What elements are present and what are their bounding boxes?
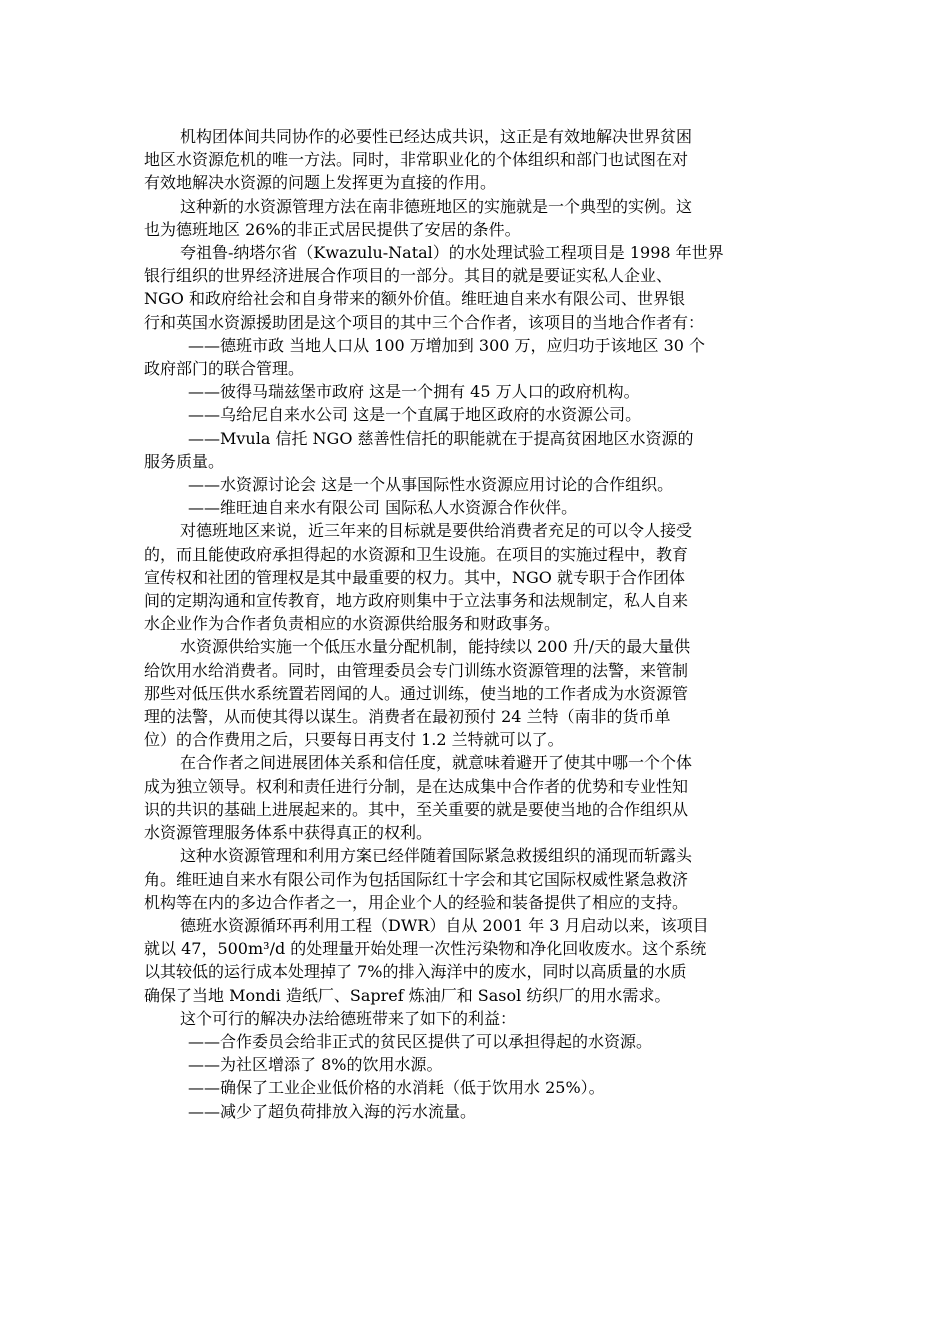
text-line: 的，而且能使政府承担得起的水资源和卫生设施。在项目的实施过程中，教育	[144, 544, 689, 564]
list-item: ——德班市政 当地人口从 100 万增加到 300 万，应归功于该地区 30 个	[188, 335, 706, 355]
list-item: ——合作委员会给非正式的贫民区提供了可以承担得起的水资源。	[188, 1031, 653, 1051]
list-item: ——Mvula 信托 NGO 慈善性信托的职能就在于提高贫困地区水资源的	[188, 428, 694, 448]
text-line: 地区水资源危机的唯一方法。同时，非常职业化的个体组织和部门也试图在对	[144, 150, 689, 170]
text-line: 位）的合作费用之后，只要每日再支付 1.2 兰特就可以了。	[144, 730, 564, 750]
text-line: 夸祖鲁-纳塔尔省（Kwazulu-Natal）的水处理试验工程项目是 1998 年世界	[180, 243, 724, 263]
text-line: 那些对低压供水系统置若罔闻的人。通过训练，使当地的工作者成为水资源管	[144, 683, 689, 703]
text-line: 机构等在内的多边合作者之一，用企业个人的经验和装备提供了相应的支持。	[144, 892, 689, 912]
text-line: 确保了当地 Mondi 造纸厂、Sapref 炼油厂和 Sasol 纺织厂的用水需求。	[144, 985, 671, 1005]
text-line: 水资源供给实施一个低压水量分配机制，能持续以 200 升/天的最大量供	[180, 637, 691, 657]
text-line: 给饮用水给消费者。同时，由管理委员会专门训练水资源管理的法警，来管制	[144, 660, 689, 680]
text-line: 成为独立领导。权利和责任进行分制，是在达成集中合作者的优势和专业性知	[144, 776, 689, 796]
text-line: 在合作者之间进展团体关系和信任度，就意味着避开了使其中哪一个个体	[180, 753, 693, 773]
text-line: 对德班地区来说，近三年来的目标就是要供给消费者充足的可以令人接受	[180, 521, 693, 541]
list-item: ——确保了工业企业低价格的水消耗（低于饮用水 25%）。	[188, 1078, 605, 1098]
text-line: 水企业作为合作者负责相应的水资源供给服务和财政事务。	[144, 614, 561, 634]
list-item: ——为社区增添了 8%的饮用水源。	[188, 1055, 443, 1075]
list-item: ——水资源讨论会 这是一个从事国际性水资源应用讨论的合作组织。	[188, 475, 674, 495]
text-line: 理的法警，从而使其得以谋生。消费者在最初预付 24 兰特（南非的货币单	[144, 707, 671, 727]
text-line: 这种新的水资源管理方法在南非德班地区的实施就是一个典型的实例。这	[180, 196, 693, 216]
text-line: 角。维旺迪自来水有限公司作为包括国际红十字会和其它国际权威性紧急救济	[144, 869, 689, 889]
text-line: 服务质量。	[144, 451, 225, 471]
text-line: 机构团体间共同协作的必要性已经达成共识，这正是有效地解决世界贫困	[180, 127, 693, 146]
text-line: NGO 和政府给社会和自身带来的额外价值。维旺迪自来水有限公司、世界银	[144, 289, 685, 309]
text-line: 德班水资源循环再利用工程（DWR）自从 2001 年 3 月启动以来，该项目	[180, 915, 709, 935]
document-body	[144, 125, 810, 1123]
list-item: ——乌给尼自来水公司 这是一个直属于地区政府的水资源公司。	[188, 405, 642, 425]
list-item: ——减少了超负荷排放入海的污水流量。	[188, 1101, 477, 1121]
text-line: 这种水资源管理和利用方案已经伴随着国际紧急救援组织的涌现而斩露头	[180, 846, 693, 866]
list-item: ——彼得马瑞兹堡市政府 这是一个拥有 45 万人口的政府机构。	[188, 382, 640, 402]
text-line: 识的共识的基础上进展起来的。其中，至关重要的就是要使当地的合作组织从	[144, 799, 689, 819]
text-line: 以其较低的运行成本处理掉了 7%的排入海洋中的废水，同时以高质量的水质	[144, 962, 687, 982]
text-line: 就以 47，500m³/d 的处理量开始处理一次性污染物和净化回收废水。这个系统	[144, 939, 707, 959]
text-line: 有效地解决水资源的问题上发挥更为直接的作用。	[144, 173, 497, 193]
text-line: 宣传权和社团的管理权是其中最重要的权力。其中，NGO 就专职于合作团体	[144, 567, 685, 587]
text-line: 这个可行的解决办法给德班带来了如下的利益：	[180, 1008, 517, 1028]
text-line: 银行组织的世界经济进展合作项目的一部分。其目的就是要证实私人企业、	[144, 266, 673, 286]
list-item: ——维旺迪自来水有限公司 国际私人水资源合作伙伴。	[188, 498, 578, 518]
text-line: 政府部门的联合管理。	[144, 359, 305, 379]
text-line: 水资源管理服务体系中获得真正的权利。	[144, 823, 433, 843]
text-line: 也为德班地区 26%的非正式居民提供了安居的条件。	[144, 219, 521, 239]
text-line: 行和英国水资源援助团是这个项目的其中三个合作者，该项目的当地合作者有：	[144, 312, 705, 332]
text-line: 间的定期沟通和宣传教育，地方政府则集中于立法事务和法规制定，私人自来	[144, 591, 689, 611]
